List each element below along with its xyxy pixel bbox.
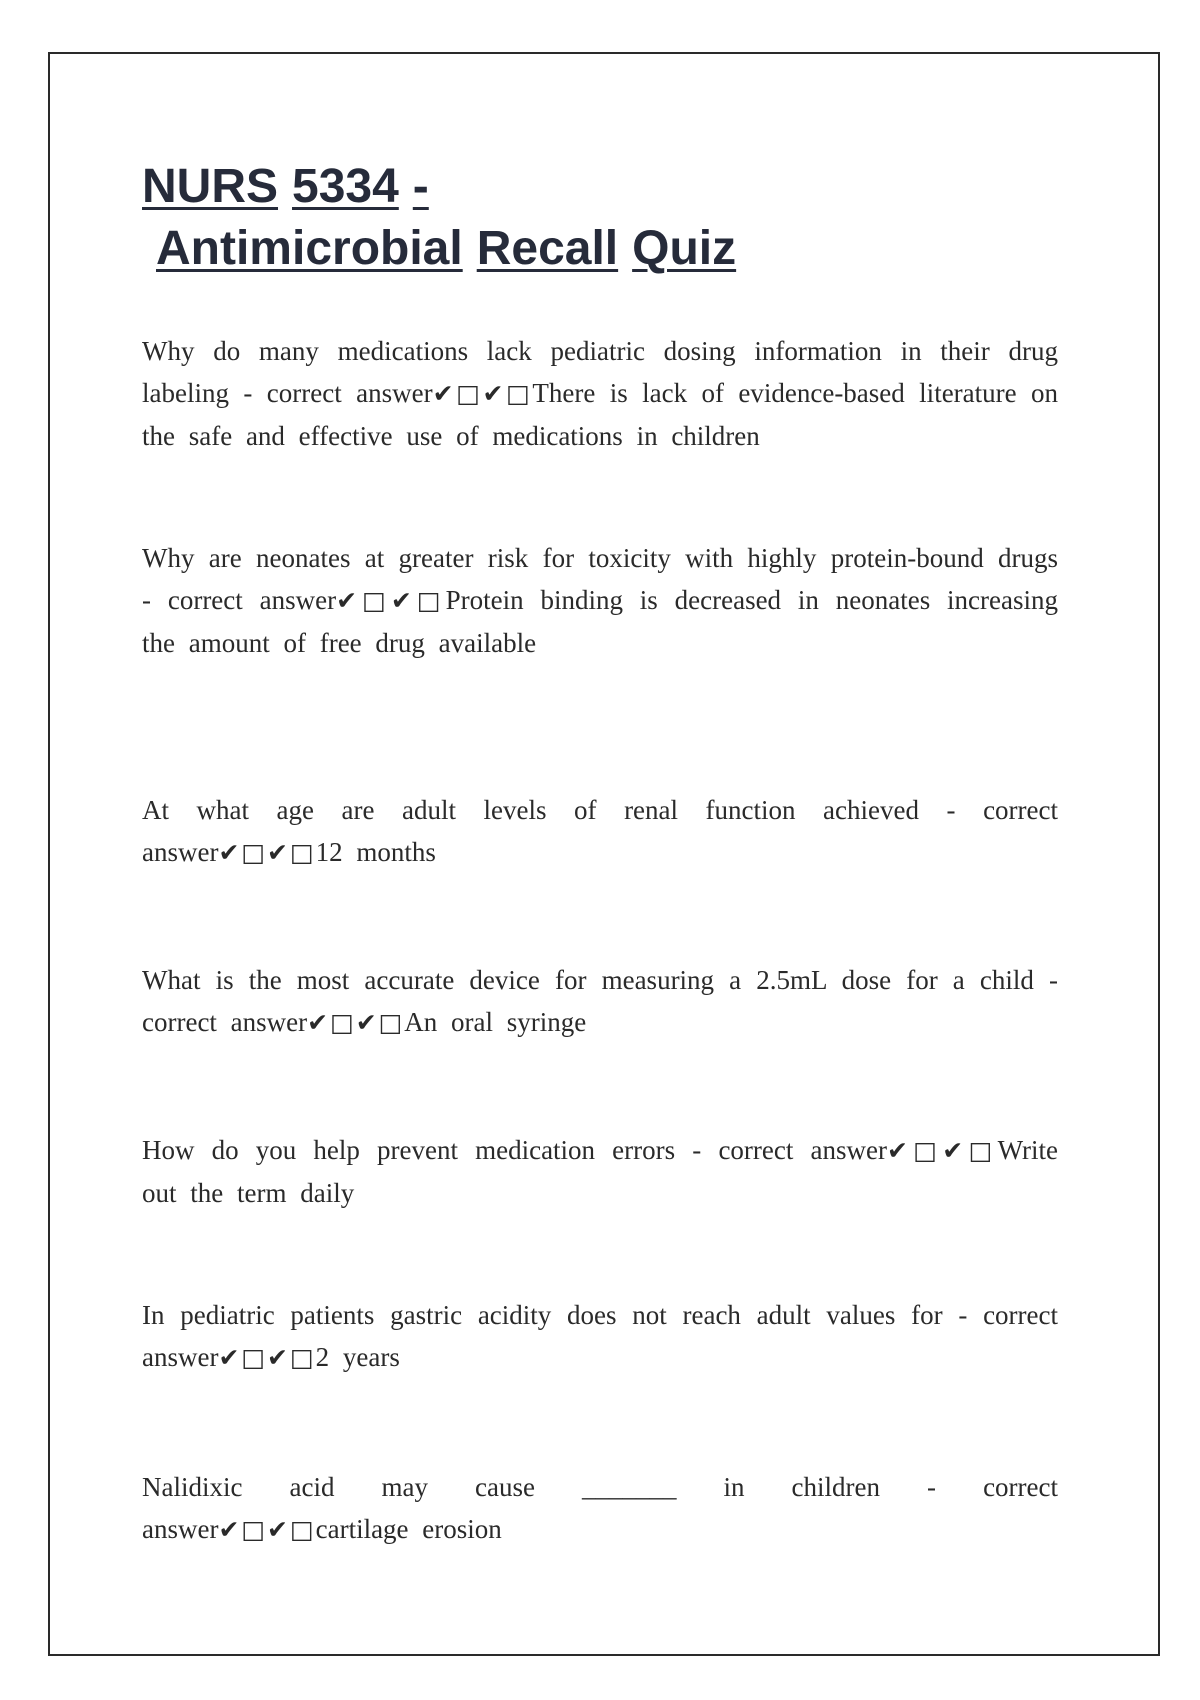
title-line-1 <box>142 156 750 218</box>
separator: - <box>692 1135 702 1165</box>
qa-item-4 <box>142 959 1058 1044</box>
answer-text: Protein binding is decreased in neonates increasing the amount of free drug available <box>142 585 1059 658</box>
question-text: How do you help prevent medication errors <box>142 1135 676 1165</box>
qa-item-7 <box>142 1466 1058 1551</box>
checkmark-icon: ✔□✔□ <box>432 379 533 408</box>
answer-label: correct answer <box>266 378 433 408</box>
document-title <box>142 156 750 280</box>
title-word: NURS <box>142 160 279 213</box>
answer-text: 2 years <box>315 1342 400 1372</box>
title-word: 5334 <box>292 160 399 213</box>
separator: - <box>1049 965 1058 995</box>
separator: - <box>142 585 151 615</box>
separator: - <box>958 1300 968 1330</box>
answer-label: correct answer <box>142 1007 308 1037</box>
answer-text: An oral syringe <box>404 1007 587 1037</box>
checkmark-icon: ✔□✔□ <box>886 1136 998 1165</box>
answer-label: correct answer <box>142 1472 1059 1544</box>
question-text: What is the most accurate device for measuring a 2.5mL dose for a child <box>142 965 1034 995</box>
title-word: Recall <box>476 222 619 275</box>
answer-text: 12 months <box>315 837 436 867</box>
qa-item-2 <box>142 537 1058 664</box>
checkmark-icon: ✔□✔□ <box>218 1515 316 1544</box>
title-word: Quiz <box>632 222 737 275</box>
question-text: Why do many medications lack pediatric dosing information in their drug labeling <box>142 336 1058 408</box>
answer-text: cartilage erosion <box>315 1514 502 1544</box>
checkmark-icon: ✔□✔□ <box>336 586 446 615</box>
question-text: Why are neonates at greater risk for toxicity with highly protein-bound drugs <box>142 543 1058 573</box>
checkmark-icon: ✔□✔□ <box>307 1008 405 1037</box>
qa-item-3 <box>142 789 1058 874</box>
checkmark-icon: ✔□✔□ <box>218 838 316 867</box>
answer-label: correct answer <box>167 585 337 615</box>
checkmark-icon: ✔□✔□ <box>218 1343 316 1372</box>
separator: - <box>243 378 253 408</box>
title-word: - <box>412 160 429 213</box>
answer-text: Write out the term daily <box>142 1135 1059 1208</box>
answer-label: correct answer <box>718 1135 887 1165</box>
answer-label: correct answer <box>142 795 1058 867</box>
answer-text: There is lack of evidence-based literature on the safe and effective use of medications in children <box>142 378 1059 451</box>
separator: - <box>946 795 956 825</box>
question-text: Nalidixic acid may cause _______ in children <box>142 1472 881 1502</box>
qa-item-1 <box>142 330 1058 457</box>
qa-item-5 <box>142 1129 1058 1214</box>
title-line-2 <box>142 218 750 280</box>
title-word: Antimicrobial <box>156 222 463 275</box>
qa-item-6 <box>142 1294 1058 1379</box>
question-text: At what age are adult levels of renal function achieved <box>142 795 919 825</box>
question-text: In pediatric patients gastric acidity does not reach adult values for <box>142 1300 943 1330</box>
separator: - <box>927 1472 937 1502</box>
answer-label: correct answer <box>142 1300 1058 1372</box>
